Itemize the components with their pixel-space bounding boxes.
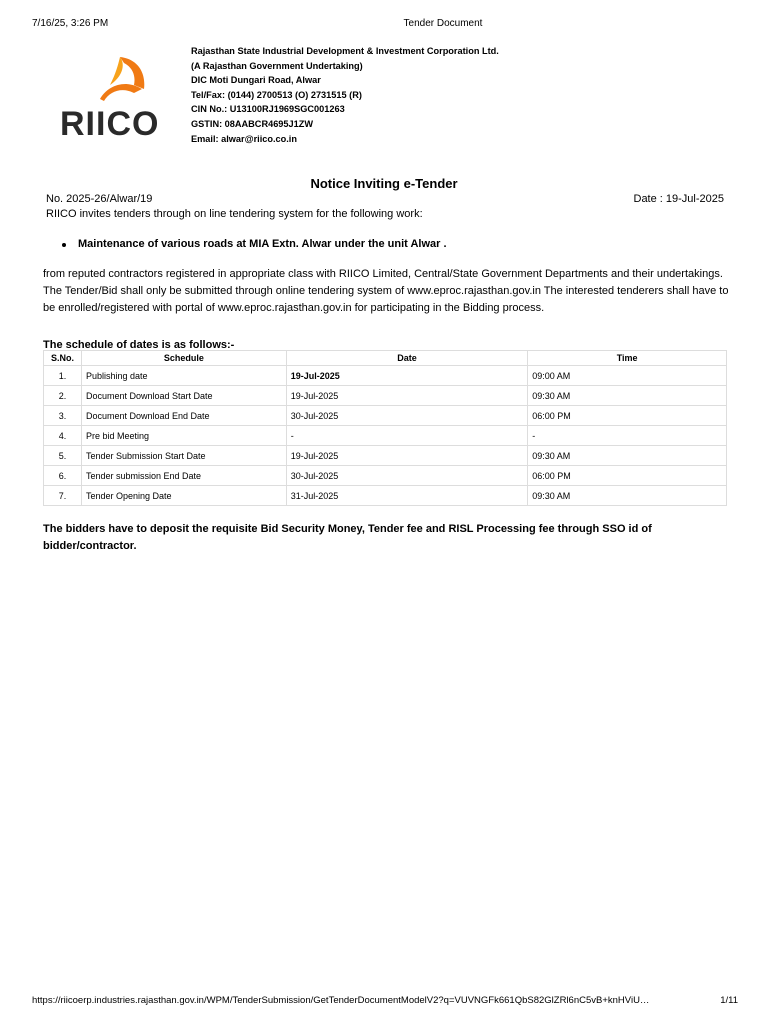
table-row — [44, 366, 727, 386]
cell-time: - — [528, 426, 727, 446]
cell-sno: 1. — [44, 366, 82, 386]
cell-time: 09:30 AM — [528, 446, 727, 466]
org-cin: CIN No.: U13100RJ1969SGC001263 — [191, 104, 345, 115]
org-gstin: GSTIN: 08AABCR4695J1ZW — [191, 118, 314, 129]
schedule-header-row — [44, 351, 727, 366]
notice-number: No. 2025-26/Alwar/19 — [46, 193, 153, 205]
notice-paragraph: from reputed contractors registered in appropriate class with RIICO Limited, Central/State Government Departments and their undertakings. The Tender/Bid shall only be submitted through online tendering system of www.eproc.rajasthan.gov.in The interested tenderers shall have to be enrolled/registered with portal of www.eproc.rajasthan.gov.in for participating in the Bidding process. — [43, 268, 729, 314]
col-header-time: Time — [528, 351, 727, 366]
cell-time: 06:00 PM — [528, 466, 727, 486]
print-datetime: 7/16/25, 3:26 PM — [32, 18, 109, 29]
cell-date: - — [286, 426, 528, 446]
org-email: Email: alwar@riico.co.in — [191, 133, 297, 144]
logo-text: RIICO — [60, 105, 160, 137]
cell-time: 09:30 AM — [528, 386, 727, 406]
cell-schedule: Tender Opening Date — [81, 486, 286, 506]
table-row — [44, 486, 727, 506]
notice-title: Notice Inviting e-Tender — [310, 176, 458, 191]
cell-date: 19-Jul-2025 — [286, 366, 528, 386]
org-subtitle: (A Rajasthan Government Undertaking) — [191, 60, 363, 71]
cell-schedule: Tender submission End Date — [81, 466, 286, 486]
cell-schedule: Document Download Start Date — [81, 386, 286, 406]
cell-time: 06:00 PM — [528, 406, 727, 426]
cell-date: 31-Jul-2025 — [286, 486, 528, 506]
cell-date: 30-Jul-2025 — [286, 406, 528, 426]
col-header-date: Date — [286, 351, 528, 366]
schedule-heading: The schedule of dates is as follows:- — [43, 339, 235, 351]
work-item-text: Maintenance of various roads at MIA Extn. Alwar under the unit Alwar . — [78, 238, 447, 250]
col-header-sno: S.No. — [44, 351, 82, 366]
page-number: 1/11 — [720, 995, 738, 1006]
print-page-title: Tender Document — [403, 18, 483, 29]
notice-intro: RIICO invites tenders through on line tendering system for the following work: — [46, 208, 423, 220]
riico-logo — [60, 55, 176, 137]
org-address: DIC Moti Dungari Road, Alwar — [191, 75, 321, 86]
cell-sno: 5. — [44, 446, 82, 466]
cell-date: 19-Jul-2025 — [286, 386, 528, 406]
cell-sno: 2. — [44, 386, 82, 406]
bullet-dot — [62, 243, 66, 247]
table-row — [44, 386, 727, 406]
cell-sno: 6. — [44, 466, 82, 486]
cell-schedule: Pre bid Meeting — [81, 426, 286, 446]
cell-schedule: Tender Submission Start Date — [81, 446, 286, 466]
cell-sno: 3. — [44, 406, 82, 426]
table-row — [44, 406, 727, 426]
cell-time: 09:30 AM — [528, 486, 727, 506]
col-header-schedule: Schedule — [81, 351, 286, 366]
cell-time: 09:00 AM — [528, 366, 727, 386]
org-name: Rajasthan State Industrial Development & Investment Corporation Ltd. — [191, 46, 499, 56]
cell-date: 30-Jul-2025 — [286, 466, 528, 486]
organization-details — [191, 44, 499, 146]
table-row — [44, 426, 727, 446]
table-row — [44, 446, 727, 466]
schedule-table — [43, 350, 727, 506]
notice-date: Date : 19-Jul-2025 — [633, 193, 724, 205]
page-url[interactable]: https://riicoerp.industries.rajasthan.gov.in/WPM/TenderSubmission/GetTenderDocumentModelV2?q=VUVNGFk661QbS82GlZRl6nC5vB+knHViU… — [32, 995, 650, 1006]
table-row — [44, 466, 727, 486]
cell-sno: 4. — [44, 426, 82, 446]
cell-schedule: Publishing date — [81, 366, 286, 386]
cell-date: 19-Jul-2025 — [286, 446, 528, 466]
deposit-note: The bidders have to deposit the requisite Bid Security Money, Tender fee and RISL Processing fee through SSO id of bidder/contractor. — [43, 523, 652, 552]
cell-sno: 7. — [44, 486, 82, 506]
cell-schedule: Document Download End Date — [81, 406, 286, 426]
org-telfax: Tel/Fax: (0144) 2700513 (O) 2731515 (R) — [191, 89, 362, 100]
